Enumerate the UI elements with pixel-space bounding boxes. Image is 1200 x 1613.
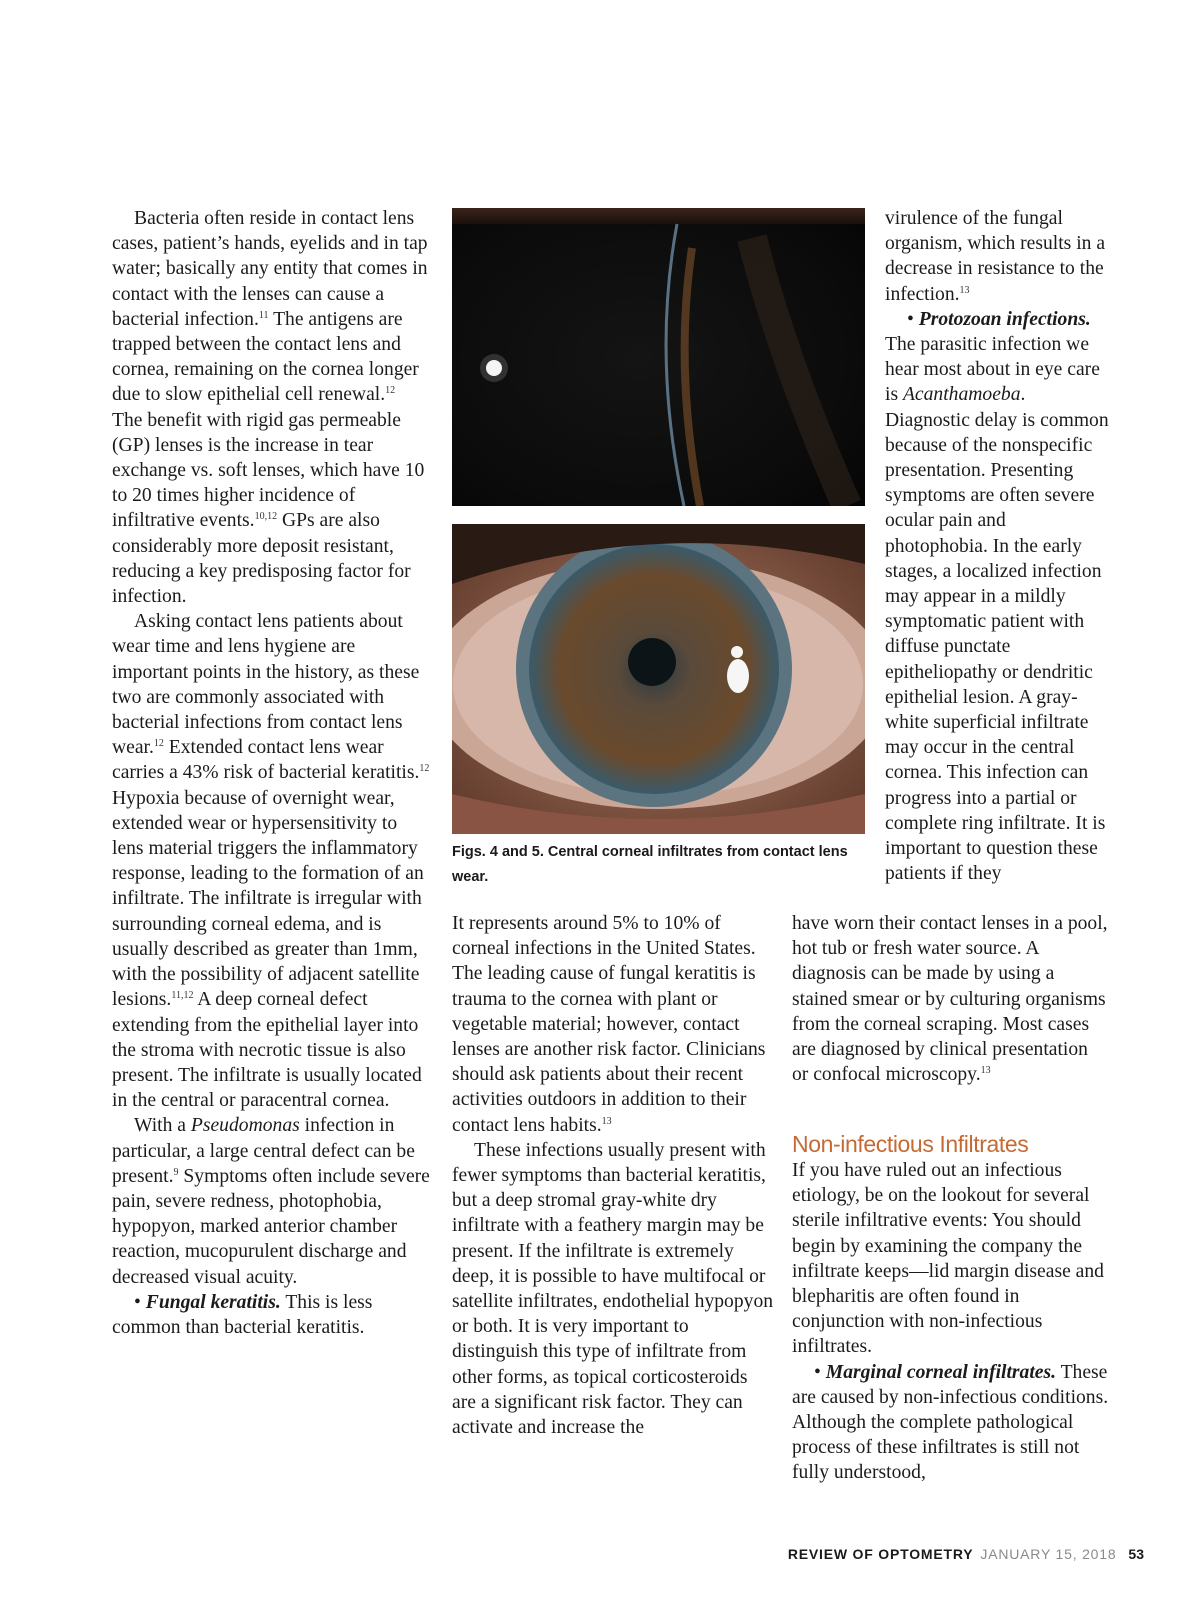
column-3-section: [792, 1158, 1109, 1486]
figure-4-photo: [452, 208, 865, 506]
text-run: Hypoxia because of overnight wear, extended wear or hypersensitivity to lens material triggers the inflammatory response, leading to the formation of an infiltrate. The infiltrate is irregular with surrounding corneal edema, and is usually described as greater than 1mm, with the possibility of adjacent satellite lesions.: [112, 787, 424, 1011]
paragraph: [452, 1138, 774, 1440]
text-run: infection in particular, a large central defect can be present.: [112, 1115, 415, 1187]
italic-term: Pseudomonas: [190, 1115, 300, 1137]
text-run: Symptoms often include severe pain, severe redness, photophobia, hypopyon, marked anterior chamber reaction, mucopurulent discharge and decreased visual acuity.: [112, 1165, 430, 1288]
reference-number: 13: [601, 1115, 612, 1127]
text-run: The parasitic infection we hear most about in eye care is: [885, 334, 1100, 406]
column-3-lower: [792, 911, 1109, 1087]
text-run: With a: [134, 1115, 191, 1137]
column-3-upper: [885, 206, 1109, 886]
paragraph: [792, 1360, 1109, 1486]
paragraph: [792, 911, 1109, 1087]
text-run: Extended contact lens wear carries a 43% risk of bacterial keratitis.: [112, 737, 420, 784]
text-run: Bacteria often reside in contact lens cases, patient’s hands, eyelids and in tap water; basically any entity that comes in contact with the lenses can cause a bacterial infection.: [112, 208, 428, 330]
column-1: [112, 206, 430, 1340]
text-run: The antigens are trapped between the contact lens and cornea, remaining on the cornea longer due to slow epithelial cell renewal.: [112, 308, 419, 406]
text-run: The benefit with rigid gas permeable (GP) lenses is the increase in tear exchange vs. soft lenses, which have 10 to 20 times higher incidence of infiltrative events.: [112, 409, 425, 532]
subsection-lead: Fungal keratitis.: [145, 1291, 281, 1313]
bullet: •: [907, 308, 919, 330]
reference-number: 13: [980, 1065, 991, 1077]
text-run: It represents around 5% to 10% of corneal infections in the United States. The leading cause of fungal keratitis is trauma to the cornea with plant or vegetable material; however, contact lenses are another risk factor. Clinicians should ask patients about their recent activities outdoors in addition to their contact lens habits.: [452, 913, 766, 1136]
reference-number: 10,12: [254, 511, 278, 523]
text-run: These infections usually present with fewer symptoms than bacterial keratitis, but a deep stromal gray-white dry infiltrate with a feathery margin may be present. If the infiltrate is extremely deep, it is possible to have multifocal or satellite infiltrates, endothelial hypopyon or both. It is very important to distinguish this type of infiltrate from other forms, as topical corticosteroids are a significant risk factor. They can activate and increase the: [452, 1139, 774, 1439]
section-heading: Non-infectious Infiltrates: [792, 1131, 1029, 1157]
text-run: . Diagnostic delay is common because of the nonspecific presentation. Presenting symptoms are often severe ocular pain and photophobia. In the early stages, a localized infection may appear in a mildly symptomatic patient with diffuse punctate epitheliopathy or dendritic epithelial lesion. A gray-white superficial infiltrate may occur in the central cornea. This infection can progress into a partial or complete ring infiltrate. It is important to question these patients if they: [885, 384, 1109, 885]
paragraph: [452, 911, 774, 1138]
subsection-lead: Protozoan infections.: [918, 308, 1091, 330]
eye-image: [452, 524, 865, 834]
text-run: These are caused by non-infectious conditions. Although the complete pathological process of these infiltrates is still not fully understood,: [792, 1361, 1109, 1484]
text-run: virulence of the fungal organism, which results in a decrease in resistance to the infection.: [885, 208, 1106, 305]
page-number: 53: [1128, 1546, 1144, 1562]
figure-caption: Figs. 4 and 5. Central corneal infiltrates from contact lens wear.: [452, 844, 848, 885]
reference-number: 12: [385, 385, 396, 397]
text-run: This is less common than bacterial keratitis.: [112, 1291, 373, 1338]
italic-term: Acanthamoeba: [902, 384, 1021, 406]
column-2: [452, 911, 774, 1440]
paragraph: [112, 1290, 430, 1340]
reference-number: 13: [959, 284, 970, 296]
page-footer: [788, 1546, 1144, 1562]
text-run: have worn their contact lenses in a pool, hot tub or fresh water source. A diagnosis can be made by using a stained smear or by culturing organisms from the corneal scraping. Most cases are diagnosed by clinical presentation or confocal microscopy.: [792, 913, 1108, 1086]
paragraph: [792, 1158, 1109, 1360]
reference-number: 12: [153, 738, 164, 750]
bullet: •: [134, 1291, 146, 1313]
subsection-lead: Marginal corneal infiltrates.: [825, 1361, 1057, 1383]
paragraph: [885, 206, 1109, 307]
text-run: If you have ruled out an infectious etiology, be on the lookout for several sterile infiltrative events: You should begin by examining the company the infiltrate keeps—lid margin disease and blepharitis are often found in conjunction with non-infectious infiltrates.: [792, 1160, 1104, 1358]
paragraph: [112, 1113, 430, 1289]
text-run: A deep corneal defect extending from the epithelial layer into the stroma with necrotic tissue is also present. The infiltrate is usually located in the central or paracentral cornea.: [112, 989, 422, 1112]
reference-number: 11,12: [171, 990, 194, 1002]
issue-date: JANUARY 15, 2018: [980, 1546, 1117, 1562]
paragraph: [112, 609, 430, 1113]
text-run: GPs are also considerably more deposit resistant, reducing a key predisposing factor for infection.: [112, 510, 411, 608]
figure-5-photo: [452, 524, 865, 834]
reference-number: 11: [258, 309, 269, 321]
reference-number: 12: [419, 763, 430, 775]
text-run: Asking contact lens patients about wear time and lens hygiene are important points in the history, as these two are commonly associated with bacterial infections from contact lens wear.: [112, 611, 420, 759]
paragraph: [112, 206, 430, 609]
reference-number: 9: [173, 1166, 179, 1178]
paragraph: [885, 307, 1109, 887]
slit-lamp-image: [452, 208, 865, 506]
publication-name: REVIEW OF OPTOMETRY: [787, 1546, 974, 1562]
bullet: •: [814, 1361, 826, 1383]
